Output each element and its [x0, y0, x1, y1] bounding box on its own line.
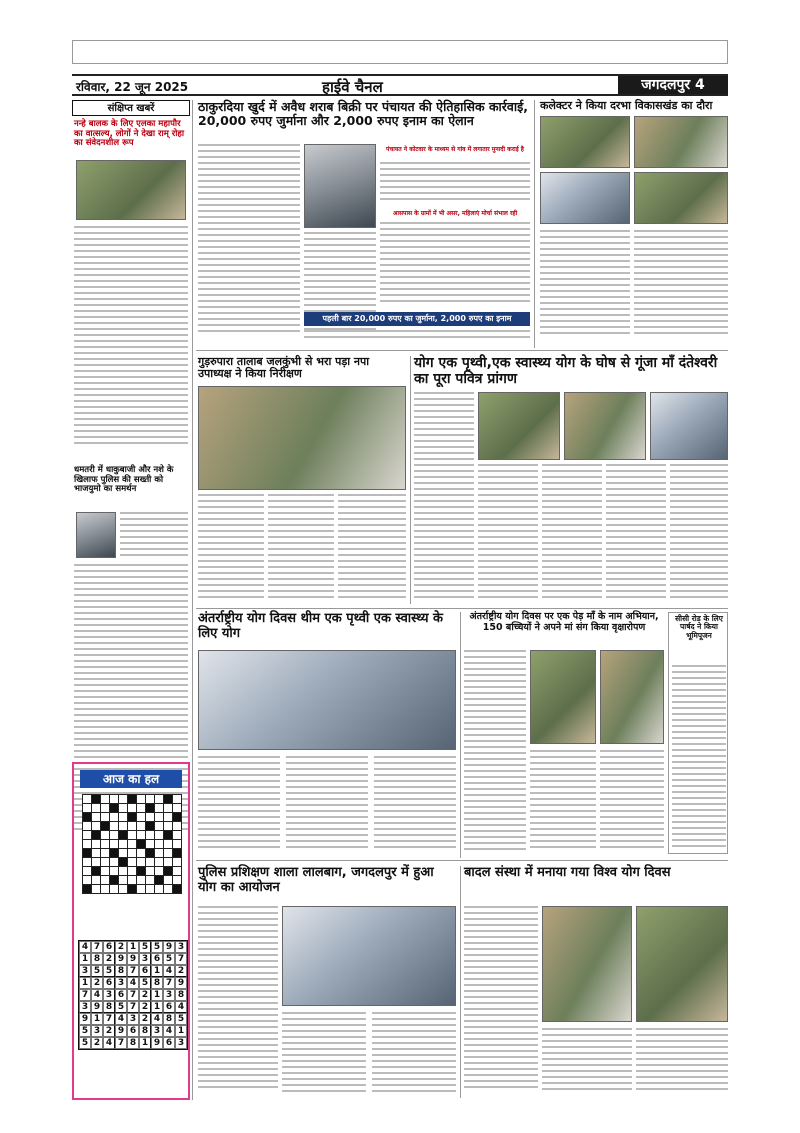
- sudoku-cell: 1: [151, 965, 163, 977]
- yoga-day-text-col2: [286, 756, 368, 854]
- yoga-day-photo: [198, 650, 456, 750]
- sudoku-cell: 6: [127, 1025, 139, 1037]
- sudoku-cell: 8: [115, 965, 127, 977]
- sudoku-cell: 8: [151, 977, 163, 989]
- sudoku-cell: 3: [103, 989, 115, 1001]
- masthead: [72, 74, 728, 96]
- police-text-col3: [372, 1012, 456, 1096]
- crossword-grid: [82, 794, 182, 894]
- top-story-text-col4: [380, 222, 530, 310]
- sudoku-cell: 4: [163, 1025, 175, 1037]
- top-story-headline: ठाकुरदिया खुर्द में अवैध शराब बिक्री पर पंचायत की ऐतिहासिक कार्रवाई, 20,000 रुपए जुर्माना और 2,000 रुपए इनाम का ऐलान: [198, 99, 528, 128]
- left-col-divider: [192, 100, 193, 1100]
- sudoku-cell: 8: [163, 1013, 175, 1025]
- brief-story1-photo: [76, 160, 186, 220]
- plantation-headline: अंतर्राष्ट्रीय योग दिवस पर एक पेड़ माँ के नाम अभियान, 150 बच्चियों ने अपने मां संग किया वृक्षारोपण: [469, 611, 659, 633]
- sudoku-cell: 8: [175, 989, 187, 1001]
- top-story-text-col3: [380, 162, 530, 208]
- sudoku-cell: 1: [151, 1001, 163, 1013]
- masthead-city-name: जगदलपुर: [641, 77, 691, 93]
- sudoku-cell: 5: [175, 1013, 187, 1025]
- top-blank-box: [72, 40, 728, 64]
- brief-story1-headline: नन्हे बालक के लिए एलका महापौर का वात्सल्य, लोगों ने देखा राम् रोहा का संवेदनशील रूप: [74, 119, 185, 149]
- puzzle-box: [72, 762, 190, 1100]
- badal-photo2: [636, 906, 728, 1022]
- sudoku-cell: 3: [163, 989, 175, 1001]
- brief-story2-headline: धमतरी में धाकुबाजी और नशे के खिलाफ पुलिस की सख्ती को भाजयुमो का समर्थन: [74, 465, 174, 495]
- plantation-text-col2: [530, 750, 596, 854]
- badal-text-col3: [636, 1028, 728, 1096]
- sudoku-cell: 7: [115, 1037, 127, 1049]
- top-story-text-col5: [304, 330, 530, 344]
- sudoku-cell: 4: [127, 977, 139, 989]
- yoga-main-text-col3: [542, 464, 602, 604]
- sudoku-cell: 1: [139, 1037, 151, 1049]
- sudoku-cell: 7: [127, 965, 139, 977]
- sudoku-cell: 7: [175, 953, 187, 965]
- sudoku-cell: 2: [139, 1013, 151, 1025]
- page-number: 4: [695, 77, 705, 93]
- gurudwara-divider: [410, 356, 411, 604]
- sudoku-cell: 7: [127, 989, 139, 1001]
- masthead-city: [618, 76, 728, 94]
- yoga-day-text-col1: [198, 756, 280, 854]
- left-column: [72, 100, 190, 1100]
- sudoku-cell: 9: [151, 1037, 163, 1049]
- plantation-text-col1: [464, 650, 526, 854]
- sidebar-story-text: [672, 665, 726, 851]
- masthead-date: रविवार, 22 जून 2025: [76, 80, 189, 94]
- sudoku-cell: 3: [127, 1013, 139, 1025]
- sudoku-cell: 5: [163, 953, 175, 965]
- gurudwara-text-col3: [338, 494, 406, 604]
- sudoku-cell: 5: [151, 941, 163, 953]
- yoga-main-photo1: [478, 392, 560, 460]
- sudoku-cell: 9: [79, 1013, 91, 1025]
- sudoku-cell: 6: [103, 977, 115, 989]
- sudoku-cell: 5: [91, 965, 103, 977]
- sudoku-cell: 4: [151, 1013, 163, 1025]
- sudoku-cell: 4: [115, 1013, 127, 1025]
- brief-story2-text: [120, 512, 188, 560]
- sudoku-cell: 7: [79, 989, 91, 1001]
- sudoku-cell: 7: [127, 1001, 139, 1013]
- plantation-photo2: [600, 650, 664, 744]
- gurudwara-headline: गुड़रुपारा तालाब जलकुंभी से भरा पड़ा नपा उपाध्यक्ष ने किया निरीक्षण: [198, 355, 370, 381]
- sudoku-cell: 6: [139, 965, 151, 977]
- top-story-photo: [304, 144, 376, 228]
- yoga-main-headline: योग एक पृथ्वी,एक स्वास्थ्य योग के घोष से गूंजा माँ दंतेश्वरी का पूरा पवित्र प्रांगण: [414, 355, 718, 387]
- plantation-text-col3: [600, 750, 664, 854]
- sudoku-cell: 3: [139, 953, 151, 965]
- sudoku-cell: 3: [151, 1025, 163, 1037]
- sudoku-cell: 5: [79, 1037, 91, 1049]
- sudoku-cell: 6: [163, 1037, 175, 1049]
- sudoku-cell: 9: [91, 1001, 103, 1013]
- sudoku-cell: 6: [115, 989, 127, 1001]
- gurudwara-photo: [198, 386, 406, 490]
- plantation-photo1: [530, 650, 596, 744]
- police-text-col2: [282, 1012, 366, 1096]
- sudoku-cell: 4: [91, 989, 103, 1001]
- sudoku-cell: 2: [139, 989, 151, 1001]
- badal-text-col1: [464, 906, 538, 1096]
- bottom-section-rule: [196, 860, 728, 861]
- sudoku-cell: 8: [103, 1001, 115, 1013]
- sudoku-cell: 5: [79, 1025, 91, 1037]
- sudoku-cell: 4: [103, 1037, 115, 1049]
- sudoku-cell: 2: [91, 1037, 103, 1049]
- brief-story2-photo: [76, 512, 116, 558]
- sudoku-cell: 5: [115, 1001, 127, 1013]
- brief-story1-text: [74, 226, 188, 452]
- sudoku-cell: 5: [139, 977, 151, 989]
- police-photo: [282, 906, 456, 1006]
- sudoku-cell: 4: [79, 941, 91, 953]
- sudoku-cell: 1: [91, 1013, 103, 1025]
- yoga-day-divider: [460, 612, 461, 858]
- mid-divider: [534, 100, 535, 348]
- sudoku-cell: 9: [115, 953, 127, 965]
- sudoku-grid: [78, 940, 188, 1050]
- sudoku-cell: 3: [79, 1001, 91, 1013]
- sudoku-cell: 3: [175, 1037, 187, 1049]
- collector-photo1: [540, 116, 630, 168]
- sudoku-cell: 9: [127, 953, 139, 965]
- top-section-rule: [196, 350, 728, 351]
- sudoku-cell: 1: [127, 941, 139, 953]
- police-headline: पुलिस प्रशिक्षण शाला लालबाग, जगदलपुर में हुआ योग का आयोजन: [198, 865, 434, 895]
- sudoku-cell: 3: [91, 1025, 103, 1037]
- badal-text-col2: [542, 1028, 632, 1096]
- yoga-main-photo2: [564, 392, 646, 460]
- yoga-main-text-col1: [414, 392, 474, 604]
- sudoku-cell: 8: [91, 953, 103, 965]
- sudoku-cell: 9: [163, 941, 175, 953]
- badal-photo1: [542, 906, 632, 1022]
- masthead-title: हाईवे चैनल: [322, 78, 383, 96]
- collector-photo2: [634, 116, 728, 168]
- sudoku-cell: 6: [163, 1001, 175, 1013]
- yoga-day-headline: अंतर्राष्ट्रीय योग दिवस थीम एक पृथ्वी एक स्वास्थ्य के लिए योग: [198, 611, 444, 641]
- sudoku-cell: 2: [103, 953, 115, 965]
- sudoku-cell: 6: [103, 941, 115, 953]
- top-story-banner: पहली बार 20,000 रुपए का जुर्माना, 2,000 रुपए का इनाम: [304, 312, 530, 326]
- sudoku-cell: 7: [103, 1013, 115, 1025]
- collector-photo3: [540, 172, 630, 224]
- badal-headline: बादल संस्था में मनाया गया विश्व योग दिवस: [464, 865, 671, 880]
- mid-section-rule: [196, 608, 728, 609]
- sudoku-cell: 3: [115, 977, 127, 989]
- sudoku-cell: 9: [175, 977, 187, 989]
- gurudwara-text-col1: [198, 494, 264, 604]
- collector-text-col1: [540, 230, 630, 342]
- yoga-main-photo3: [650, 392, 728, 460]
- sudoku-cell: 3: [175, 941, 187, 953]
- collector-headline: कलेक्टर ने किया दरभा विकासखंड का दौरा: [540, 99, 713, 112]
- puzzle-label: आज का हल: [80, 770, 182, 788]
- collector-text-col2: [634, 230, 728, 342]
- gurudwara-text-col2: [268, 494, 334, 604]
- sudoku-cell: 4: [175, 1001, 187, 1013]
- police-text-col1: [198, 906, 278, 1096]
- top-story-subhead1: पंचायत ने कोटवार के माध्यम से गांव में लगातार मुनादी कराई है: [386, 146, 524, 153]
- sudoku-cell: 5: [139, 941, 151, 953]
- sudoku-cell: 3: [79, 965, 91, 977]
- sudoku-cell: 4: [163, 965, 175, 977]
- yoga-main-text-col5: [670, 464, 728, 604]
- police-divider: [460, 866, 461, 1098]
- yoga-main-text-col4: [606, 464, 666, 604]
- yoga-main-text-col2: [478, 464, 538, 604]
- sudoku-cell: 6: [151, 953, 163, 965]
- top-story-subhead2: आसपास के ग्रामों में भी असर, महिलाएं मोर्चा संभाल रही: [392, 210, 518, 217]
- sudoku-cell: 5: [103, 965, 115, 977]
- sudoku-cell: 1: [79, 953, 91, 965]
- sudoku-cell: 1: [151, 989, 163, 1001]
- sudoku-cell: 8: [127, 1037, 139, 1049]
- brief-news-label: संक्षिप्त खबरें: [72, 100, 190, 116]
- sudoku-cell: 7: [91, 941, 103, 953]
- sudoku-cell: 2: [103, 1025, 115, 1037]
- yoga-day-text-col3: [374, 756, 456, 854]
- sudoku-cell: 2: [91, 977, 103, 989]
- sudoku-cell: 2: [175, 965, 187, 977]
- sudoku-cell: 2: [115, 941, 127, 953]
- sudoku-cell: 9: [115, 1025, 127, 1037]
- sudoku-cell: 7: [163, 977, 175, 989]
- sidebar-story-box: [668, 612, 728, 854]
- sudoku-cell: 1: [79, 977, 91, 989]
- sudoku-cell: 2: [139, 1001, 151, 1013]
- sudoku-cell: 8: [139, 1025, 151, 1037]
- sidebar-story-headline: सीसी रोड के लिए पार्षद ने किया भूमिपूजन: [675, 614, 723, 640]
- collector-photo4: [634, 172, 728, 224]
- top-story-text-col1: [198, 144, 300, 338]
- sudoku-cell: 1: [175, 1025, 187, 1037]
